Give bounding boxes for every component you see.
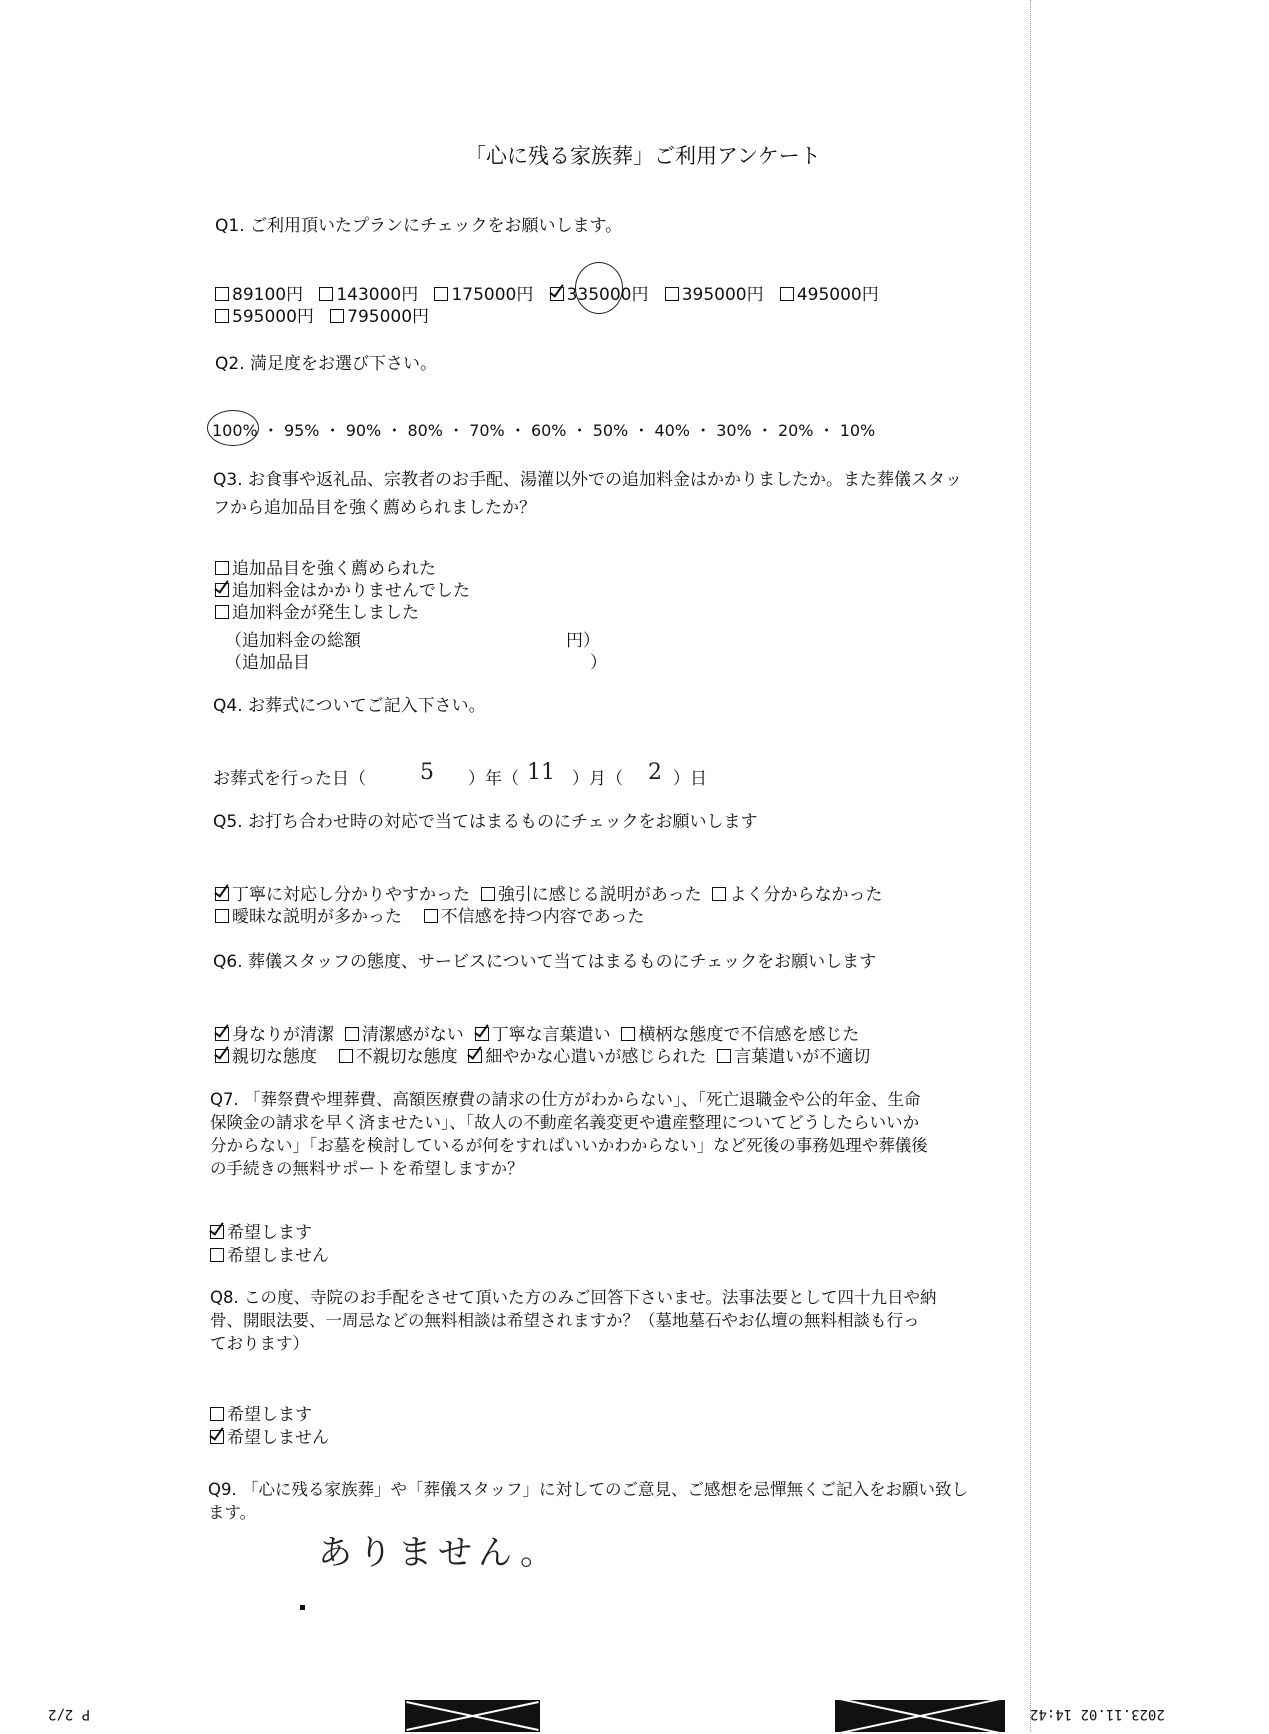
q5-option-selected[interactable]: 丁寧に対応し分かりやすかった bbox=[215, 885, 470, 905]
q6-option[interactable]: 清潔感がない bbox=[345, 1025, 464, 1045]
q6-question: Q6. 葬儀スタッフの態度、サービスについて当てはまるものにチェックをお願いします bbox=[213, 952, 877, 972]
q2-option[interactable]: 90% bbox=[345, 421, 382, 440]
q2-option[interactable]: 70% bbox=[469, 421, 505, 440]
q1-option[interactable]: 595000円 bbox=[215, 307, 314, 327]
barcode-mark-right bbox=[835, 1700, 1005, 1732]
q8-option-selected[interactable]: 希望しません bbox=[210, 1427, 329, 1450]
q4-date-label: お葬式を行った日（ bbox=[213, 769, 366, 789]
q3-option-selected[interactable]: 追加料金はかかりませんでした bbox=[215, 580, 470, 602]
q1-option[interactable]: 395000円 bbox=[665, 285, 764, 305]
checkbox-icon[interactable] bbox=[330, 309, 344, 323]
q6-option-selected[interactable]: 丁寧な言葉遣い bbox=[475, 1025, 611, 1045]
checkbox-icon[interactable] bbox=[215, 909, 229, 923]
q7-options bbox=[210, 1222, 329, 1268]
q2-option[interactable]: 30% bbox=[716, 421, 752, 440]
q6-options-row2 bbox=[215, 1042, 870, 1067]
hand-drawn-circle-icon bbox=[207, 410, 259, 446]
checkbox-icon[interactable] bbox=[339, 1049, 353, 1063]
q3-items-label: （追加品目 bbox=[225, 653, 310, 673]
q5-option[interactable]: 曖昧な説明が多かった bbox=[215, 907, 402, 927]
checked-checkbox-icon[interactable] bbox=[215, 1027, 229, 1041]
checkbox-icon[interactable] bbox=[215, 309, 229, 323]
q2-option[interactable]: 60% bbox=[530, 421, 567, 440]
q5-option[interactable]: 不信感を持つ内容であった bbox=[424, 907, 645, 927]
checkbox-icon[interactable] bbox=[345, 1027, 359, 1041]
checked-checkbox-icon[interactable] bbox=[215, 583, 229, 597]
q3-total-label: （追加料金の総額 bbox=[225, 631, 361, 651]
q2-option[interactable]: 50% bbox=[592, 421, 629, 440]
q4-year-label: ）年（ bbox=[468, 769, 519, 789]
checkbox-icon[interactable] bbox=[215, 561, 229, 575]
q2-question: Q2. 満足度をお選び下さい。 bbox=[215, 354, 438, 374]
q5-option[interactable]: 強引に感じる説明があった bbox=[481, 885, 702, 905]
checkbox-icon[interactable] bbox=[780, 287, 794, 301]
q5-options-row2 bbox=[215, 902, 644, 927]
checked-checkbox-icon[interactable] bbox=[468, 1049, 482, 1063]
q1-question: Q1. ご利用頂いたプランにチェックをお願いします。 bbox=[215, 216, 623, 236]
checkbox-icon[interactable] bbox=[424, 909, 438, 923]
scan-edge-line bbox=[1030, 0, 1031, 1732]
footer-timestamp: 2023.11.02 14:42 bbox=[1030, 1706, 1165, 1722]
checkbox-icon[interactable] bbox=[712, 887, 726, 901]
checked-checkbox-icon[interactable] bbox=[475, 1027, 489, 1041]
q3-option[interactable]: 追加品目を強く薦められた bbox=[215, 558, 470, 580]
checkbox-icon[interactable] bbox=[210, 1248, 224, 1262]
q4-day-label: ）日 bbox=[673, 769, 707, 789]
survey-title: 「心に残る家族葬」ご利用アンケート bbox=[465, 144, 821, 168]
q4-month-value[interactable]: 11 bbox=[527, 760, 555, 785]
q6-option-selected[interactable]: 親切な態度 bbox=[215, 1047, 317, 1067]
q5-option[interactable]: よく分からなかった bbox=[712, 885, 882, 905]
footer-page-number: P 2/2 bbox=[48, 1706, 91, 1722]
q3-total-unit: 円） bbox=[566, 631, 600, 651]
q2-option[interactable]: 40% bbox=[654, 421, 690, 440]
q2-option-selected[interactable]: 100% bbox=[212, 421, 258, 440]
q2-option[interactable]: 20% bbox=[777, 421, 814, 440]
q7-option-selected[interactable]: 希望します bbox=[210, 1222, 329, 1245]
scan-dot bbox=[300, 1605, 305, 1610]
checked-checkbox-icon[interactable] bbox=[210, 1225, 224, 1239]
q1-option[interactable]: 495000円 bbox=[780, 285, 879, 305]
q3-question: Q3. お食事や返礼品、宗教者のお手配、湯灌以外での追加料金はかかりましたか。また葬儀スタッ フから追加品目を強く薦められましたか？ bbox=[213, 470, 963, 518]
hand-drawn-circle-icon bbox=[575, 262, 623, 314]
q8-question: Q8. この度、寺院のお手配をさせて頂いた方のみご回答下さいませ。法事法要として四十九日や納 骨、開眼法要、一周忌などの無料相談は希望されますか？（墓地墓石やお仏壇の無料相談も行っ ております） bbox=[210, 1288, 937, 1353]
checkbox-icon[interactable] bbox=[621, 1027, 635, 1041]
q3-option[interactable]: 追加料金が発生しました bbox=[215, 602, 470, 624]
q1-option[interactable]: 143000円 bbox=[319, 285, 418, 305]
q1-options-row2 bbox=[215, 302, 429, 327]
q4-month-label: ）月（ bbox=[572, 769, 623, 789]
barcode-mark-left bbox=[405, 1700, 540, 1732]
q7-question: Q7. 「葬祭費や埋葬費、高額医療費の請求の仕方がわからない」、「死亡退職金や公的年金、生命 保険金の請求を早く済ませたい」、「故人の不動産名義変更や遺産整理についてどうしたらいいか 分からない」「お墓を検討しているが何をすればいいかわからない」など死後の事務処理や葬儀後 の手続きの無料サポートを希望しますか？ bbox=[210, 1090, 928, 1178]
q9-answer[interactable]: ありません。 bbox=[318, 1533, 561, 1573]
q4-day-value[interactable]: 2 bbox=[648, 760, 662, 785]
q4-question: Q4. お葬式についてご記入下さい。 bbox=[213, 696, 486, 716]
checkbox-icon[interactable] bbox=[319, 287, 333, 301]
checked-checkbox-icon[interactable] bbox=[550, 287, 564, 301]
checkbox-icon[interactable] bbox=[481, 887, 495, 901]
checkbox-icon[interactable] bbox=[717, 1049, 731, 1063]
q5-question: Q5. お打ち合わせ時の対応で当てはまるものにチェックをお願いします bbox=[213, 812, 758, 832]
q6-option-selected[interactable]: 細やかな心遣いが感じられた bbox=[468, 1047, 706, 1067]
checkbox-icon[interactable] bbox=[434, 287, 448, 301]
q2-option[interactable]: 95% bbox=[283, 421, 320, 440]
q8-option[interactable]: 希望します bbox=[210, 1404, 329, 1427]
checkbox-icon[interactable] bbox=[215, 605, 229, 619]
q1-option-selected[interactable]: 335000円 bbox=[550, 285, 649, 305]
q3-options bbox=[215, 558, 470, 624]
checkbox-icon[interactable] bbox=[665, 287, 679, 301]
checkbox-icon[interactable] bbox=[215, 287, 229, 301]
checked-checkbox-icon[interactable] bbox=[215, 1049, 229, 1063]
checked-checkbox-icon[interactable] bbox=[215, 887, 229, 901]
checkbox-icon[interactable] bbox=[210, 1407, 224, 1421]
q2-option[interactable]: 80% bbox=[407, 421, 443, 440]
q7-option[interactable]: 希望しません bbox=[210, 1245, 329, 1268]
checked-checkbox-icon[interactable] bbox=[210, 1430, 224, 1444]
q1-option[interactable]: 175000円 bbox=[434, 285, 533, 305]
q2-scale: 100% ・ 95% ・ 90% ・ 80% ・ 70% ・ 60% ・ 50% ・ 40% ・ 30% ・ 20% ・ 10% bbox=[212, 421, 876, 440]
q3-items-close: ） bbox=[590, 653, 607, 673]
q1-option[interactable]: 89100円 bbox=[215, 285, 303, 305]
q6-option-selected[interactable]: 身なりが清潔 bbox=[215, 1025, 334, 1045]
q6-option[interactable]: 横柄な態度で不信感を感じた bbox=[621, 1025, 859, 1045]
q1-option[interactable]: 795000円 bbox=[330, 307, 429, 327]
q8-options bbox=[210, 1404, 329, 1450]
q9-question: Q9. 「心に残る家族葬」や「葬儀スタッフ」に対してのご意見、ご感想を忌憚無くご記入をお願い致し ます。 bbox=[208, 1480, 968, 1522]
q6-option[interactable]: 不親切な態度 bbox=[339, 1047, 458, 1067]
q6-option[interactable]: 言葉遣いが不適切 bbox=[717, 1047, 870, 1067]
q2-option[interactable]: 10% bbox=[839, 421, 876, 440]
q4-year-value[interactable]: 5 bbox=[420, 760, 434, 785]
